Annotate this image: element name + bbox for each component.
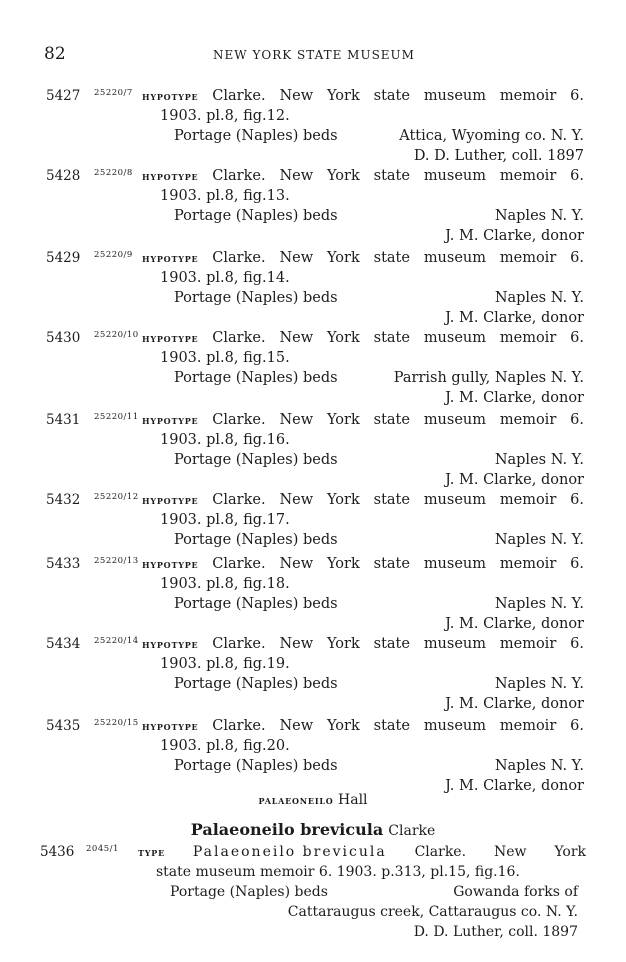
citation-word: New [279,412,314,428]
citation-word: York [327,556,360,572]
citation-word: memoir [499,330,557,346]
locality: Naples N. Y. [494,758,584,774]
catalog-entry-5434 [46,634,586,714]
citation-word: York [327,168,360,184]
locality-continued: Cattaraugus creek, Cattaraugus co. N. Y. [287,904,578,920]
donor: J. M. Clarke, donor [445,228,584,244]
formation: Portage (Naples) beds [174,128,338,144]
page-number: 82 [44,44,66,64]
catalog-entry-5435 [46,716,586,796]
citation-word: museum [423,718,487,734]
entry-citation [142,410,584,430]
citation-word: 6. [570,168,584,184]
publication-detail: 1903. pl.8, fig.14. [160,270,290,286]
species-heading [0,820,626,839]
entry-number: 5436 [40,844,75,860]
citation-word: York [327,412,360,428]
locality: Attica, Wyoming co. N. Y. [399,128,584,144]
type-label: hypotype [142,493,199,507]
entry-citation [142,248,584,268]
catalog-number: 25220/11 [94,412,139,422]
citation-word: museum [423,330,487,346]
citation-word: York [327,636,360,652]
citation-word: state [373,556,410,572]
catalog-number: 25220/13 [94,556,139,566]
citation-word: Clarke. [212,556,266,572]
genus-name: palaeoneilo [258,794,334,807]
citation-word: memoir [499,636,557,652]
citation-word: museum [423,636,487,652]
citation-word: state [373,168,410,184]
type-label: hypotype [142,89,199,103]
catalog-entry-5431 [46,410,586,490]
citation-word: state [373,492,410,508]
citation-word: state [373,250,410,266]
citation-word: 6. [570,250,584,266]
entry-number: 5434 [46,636,81,652]
formation: Portage (Naples) beds [174,596,338,612]
locality: Naples N. Y. [494,452,584,468]
citation-word: memoir [499,718,557,734]
donor: J. M. Clarke, donor [445,310,584,326]
citation-word: Clarke. [212,330,266,346]
citation-word: New [279,636,314,652]
citation-word: New [279,168,314,184]
catalog-entry-5429 [46,248,586,328]
type-label: hypotype [142,413,199,427]
citation-word: memoir [499,556,557,572]
entry-citation [142,554,584,574]
locality: Gowanda forks of [453,884,578,900]
citation-word: York [327,718,360,734]
publication-detail: 1903. pl.8, fig.18. [160,576,290,592]
citation-word: Clarke. [212,636,266,652]
page-header [44,44,584,66]
citation-word: museum [423,492,487,508]
citation-word: museum [423,556,487,572]
citation-word: museum [423,412,487,428]
publication-detail: state museum memoir 6. 1903. p.313, pl.15, fig.16. [156,864,520,880]
locality: Parrish gully, Naples N. Y. [393,370,584,386]
citation-word: memoir [499,168,557,184]
citation-word: memoir [499,492,557,508]
citation-word: Clarke. [212,718,266,734]
locality: Naples N. Y. [494,290,584,306]
catalog-number: 25220/8 [94,168,133,178]
genus-author: Hall [338,792,368,808]
citation-word: state [373,718,410,734]
citation-word: 6. [570,636,584,652]
type-label: hypotype [142,251,199,265]
catalog-entry-5430 [46,328,586,408]
citation-word: 6. [570,412,584,428]
entry-number: 5430 [46,330,81,346]
donor: J. M. Clarke, donor [445,696,584,712]
citation-word: New [493,844,527,860]
citation-word: York [327,330,360,346]
genus-heading [0,792,626,808]
taxon-name: Palaeoneilo brevicula [192,844,387,860]
publication-detail: 1903. pl.8, fig.19. [160,656,290,672]
catalog-number: 25220/15 [94,718,139,728]
publication-detail: 1903. pl.8, fig.16. [160,432,290,448]
catalog-number: 25220/10 [94,330,139,340]
citation-word: Clarke. [212,168,266,184]
citation-word: 6. [570,556,584,572]
entry-citation [142,328,584,348]
formation: Portage (Naples) beds [174,758,338,774]
publication-detail: 1903. pl.8, fig.17. [160,512,290,528]
citation-word: Clarke. [414,844,467,860]
species-author: Clarke [388,823,436,839]
citation-word: memoir [499,250,557,266]
publication-detail: 1903. pl.8, fig.20. [160,738,290,754]
citation-word: memoir [499,88,557,104]
type-label: hypotype [142,169,199,183]
running-head: NEW YORK STATE MUSEUM [213,48,415,62]
entry-citation [142,716,584,736]
catalog-number: 25220/14 [94,636,139,646]
catalog-number: 2045/1 [86,844,119,854]
type-label: hypotype [142,557,199,571]
donor: J. M. Clarke, donor [445,472,584,488]
donor: D. D. Luther, coll. 1897 [413,148,584,164]
catalog-number: 25220/7 [94,88,133,98]
publication-detail: 1903. pl.8, fig.15. [160,350,290,366]
citation-word: New [279,556,314,572]
citation-word: Clarke. [212,412,266,428]
citation-word: museum [423,88,487,104]
citation-word: Clarke. [212,250,266,266]
citation-word: New [279,250,314,266]
citation-word: state [373,412,410,428]
locality: Naples N. Y. [494,676,584,692]
formation: Portage (Naples) beds [170,884,328,900]
citation-word: 6. [570,492,584,508]
citation-word: state [373,330,410,346]
citation-word: 6. [570,718,584,734]
catalog-entry-5433 [46,554,586,634]
citation-word: Clarke. [212,88,266,104]
citation-word: 6. [570,330,584,346]
type-label: type [138,845,165,859]
citation-word: New [279,492,314,508]
catalog-entry-5436 [40,842,586,942]
donor: J. M. Clarke, donor [445,778,584,794]
entry-citation [142,634,584,654]
citation-word: York [327,88,360,104]
formation: Portage (Naples) beds [174,370,338,386]
citation-word: state [373,88,410,104]
formation: Portage (Naples) beds [174,290,338,306]
catalog-entry-5428 [46,166,586,246]
entry-citation [138,842,586,862]
entry-citation [142,166,584,186]
citation-word: Clarke. [212,492,266,508]
donor: J. M. Clarke, donor [445,390,584,406]
publication-detail: 1903. pl.8, fig.12. [160,108,290,124]
formation: Portage (Naples) beds [174,532,338,548]
catalog-entry-5427 [46,86,586,166]
type-label: hypotype [142,719,199,733]
citation-word: New [279,330,314,346]
catalog-entry-5432 [46,490,586,550]
citation-word: New [279,88,314,104]
type-label: hypotype [142,637,199,651]
locality: Naples N. Y. [494,532,584,548]
donor: J. M. Clarke, donor [445,616,584,632]
entry-citation [142,490,584,510]
citation-word: museum [423,168,487,184]
entry-citation [142,86,584,106]
entry-number: 5427 [46,88,81,104]
publication-detail: 1903. pl.8, fig.13. [160,188,290,204]
entry-number: 5435 [46,718,81,734]
collector: D. D. Luther, coll. 1897 [413,924,578,940]
citation-word: memoir [499,412,557,428]
entry-number: 5429 [46,250,81,266]
locality: Naples N. Y. [494,596,584,612]
citation-word: York [327,492,360,508]
citation-word: 6. [570,88,584,104]
citation-word: York [327,250,360,266]
formation: Portage (Naples) beds [174,676,338,692]
citation-word: state [373,636,410,652]
citation-word: York [554,844,586,860]
catalog-number: 25220/9 [94,250,133,260]
citation-word: museum [423,250,487,266]
formation: Portage (Naples) beds [174,452,338,468]
species-name: Palaeoneilo brevicula [190,820,384,839]
catalog-number: 25220/12 [94,492,139,502]
entry-number: 5428 [46,168,81,184]
type-label: hypotype [142,331,199,345]
locality: Naples N. Y. [494,208,584,224]
entry-number: 5433 [46,556,81,572]
entry-number: 5432 [46,492,81,508]
entry-number: 5431 [46,412,81,428]
citation-word: New [279,718,314,734]
formation: Portage (Naples) beds [174,208,338,224]
